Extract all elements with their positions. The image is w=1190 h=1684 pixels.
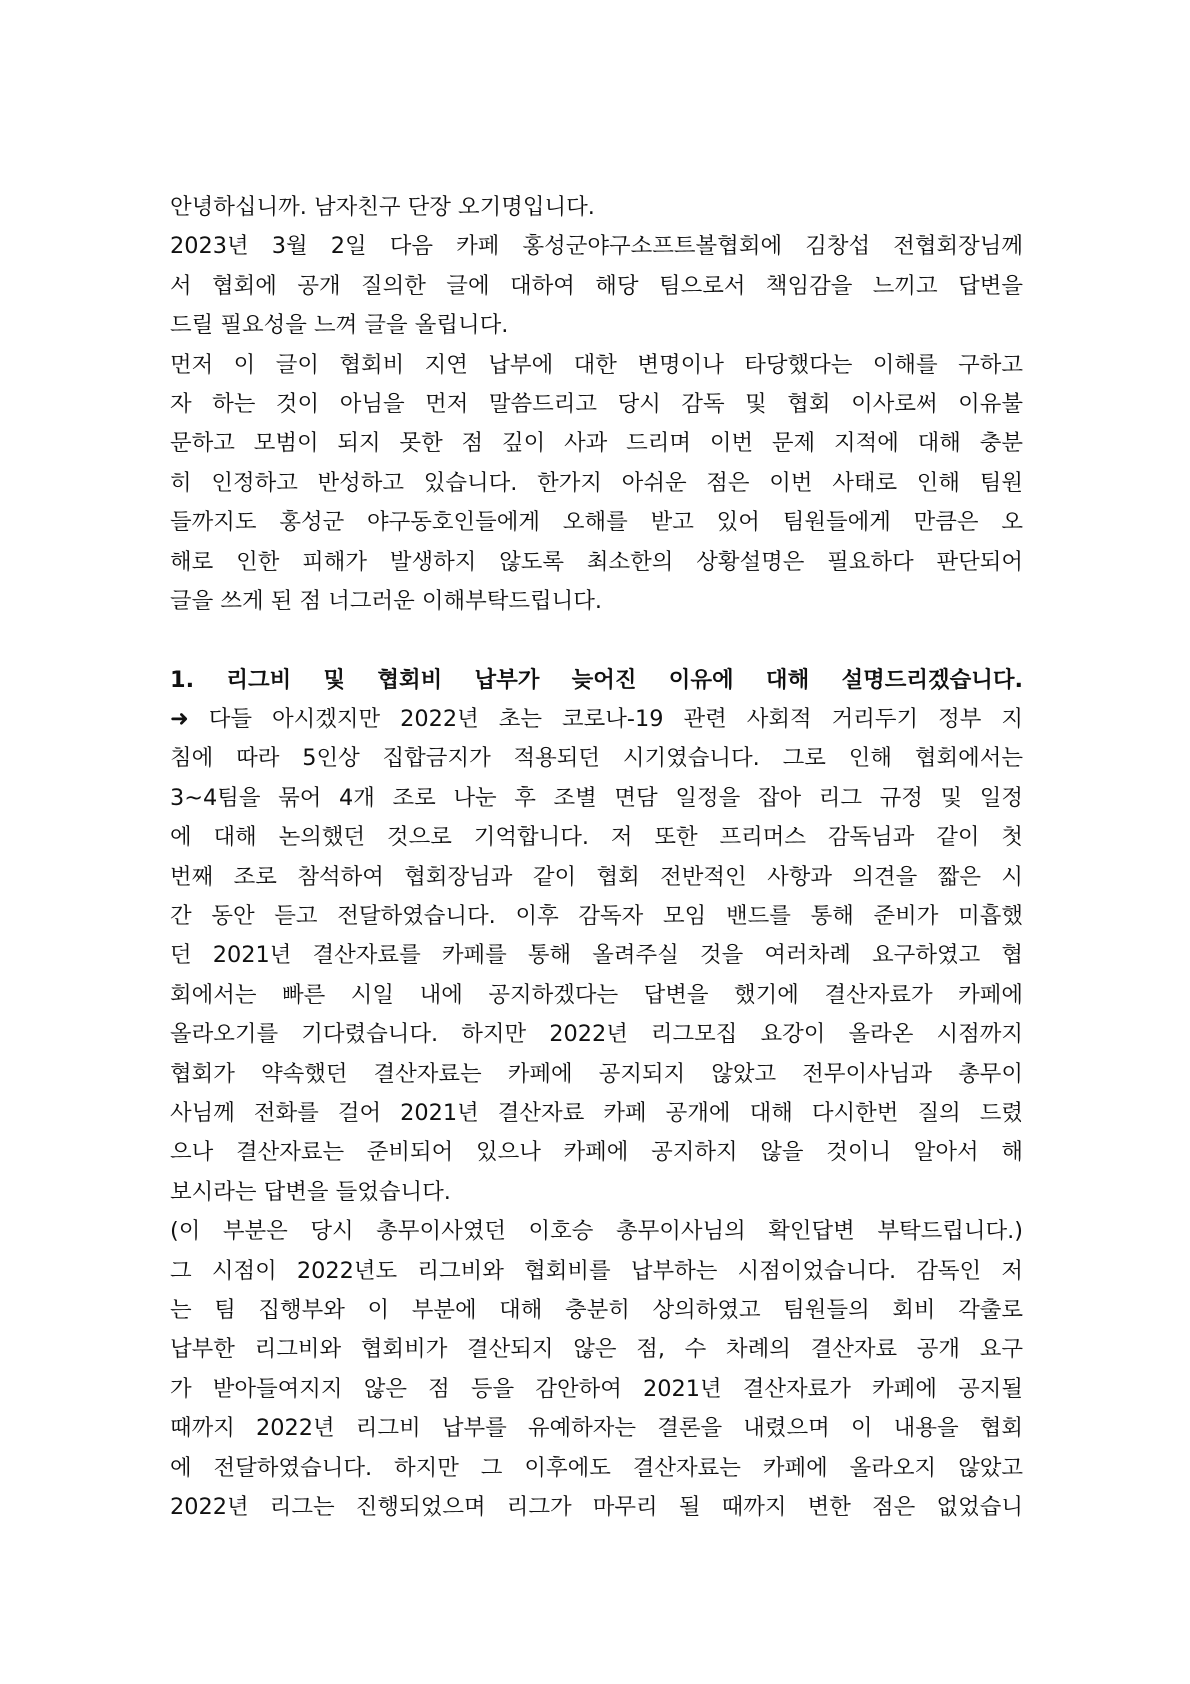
document-body <box>170 188 1023 1527</box>
section-heading: 1. 리그비 및 협회비 납부가 늦어진 이유에 대해 설명드리겠습니다. <box>170 666 1023 693</box>
intro-paragraph <box>170 188 1023 621</box>
text-line: 2022년 리그는 진행되었으며 리그가 마무리 될 때까지 변한 점은 없었습니 <box>170 1493 1023 1520</box>
text-line: 들까지도 홍성군 야구동호인들에게 오해를 받고 있어 팀원들에게 만큼은 오 <box>170 509 1023 536</box>
text-line: 그 시점이 2022년도 리그비와 협회비를 납부하는 시점이었습니다. 감독인 저 <box>170 1257 1023 1284</box>
text-line: 침에 따라 5인상 집합금지가 적용되던 시기였습니다. 그로 인해 협회에서는 <box>170 745 1023 772</box>
text-line: 2023년 3월 2일 다음 카페 홍성군야구소프트볼협회에 김창섭 전협회장님께 <box>170 233 1023 260</box>
text-line: 글을 쓰게 된 점 너그러운 이해부탁드립니다. <box>170 587 603 614</box>
text-line: 가 받아들여지지 않은 점 등을 감안하여 2021년 결산자료가 카페에 공지될 <box>170 1375 1023 1402</box>
text-line: 던 2021년 결산자료를 카페를 통해 올려주실 것을 여러차례 요구하였고 협 <box>170 942 1023 969</box>
text-line: 안녕하십니까. 남자친구 단장 오기명입니다. <box>170 194 595 220</box>
section-1 <box>170 661 1023 1528</box>
text-line: 문하고 모범이 되지 못한 점 깊이 사과 드리며 이번 문제 지적에 대해 충분 <box>170 430 1023 457</box>
text-line: 드릴 필요성을 느껴 글을 올립니다. <box>170 312 509 339</box>
text-line: 때까지 2022년 리그비 납부를 유예하자는 결론을 내렸으며 이 내용을 협회 <box>170 1415 1023 1442</box>
text-line: 보시라는 답변을 들었습니다. <box>170 1178 451 1205</box>
text-line: 간 동안 듣고 전달하였습니다. 이후 감독자 모임 밴드를 통해 준비가 미흡했 <box>170 903 1023 930</box>
text-line: 3~4팀을 묶어 4개 조로 나눈 후 조별 면담 일정을 잡아 리그 규정 및 일정 <box>170 784 1023 811</box>
text-line: 으나 결산자료는 준비되어 있으나 카페에 공지하지 않을 것이니 알아서 해 <box>170 1139 1023 1166</box>
text-line: (이 부분은 당시 총무이사였던 이호승 총무이사님의 확인답변 부탁드립니다.) <box>170 1218 1023 1245</box>
text-line: 자 하는 것이 아님을 먼저 말씀드리고 당시 감독 및 협회 이사로써 이유불 <box>170 390 1023 417</box>
paragraph-gap <box>170 621 1023 660</box>
text-line: 번째 조로 참석하여 협회장님과 같이 협회 전반적인 사항과 의견을 짧은 시 <box>170 863 1023 890</box>
text-line: 협회가 약속했던 결산자료는 카페에 공지되지 않았고 전무이사님과 총무이 <box>170 1060 1023 1087</box>
text-line: ➜ 다들 아시겠지만 2022년 초는 코로나-19 관련 사회적 거리두기 정부 지 <box>170 706 1023 733</box>
text-line: 회에서는 빠른 시일 내에 공지하겠다는 답변을 했기에 결산자료가 카페에 <box>170 981 1023 1008</box>
text-line: 먼저 이 글이 협회비 지연 납부에 대한 변명이나 타당했다는 이해를 구하고 <box>170 351 1023 378</box>
text-line: 납부한 리그비와 협회비가 결산되지 않은 점, 수 차례의 결산자료 공개 요구 <box>170 1336 1023 1363</box>
text-line: 는 팀 집행부와 이 부분에 대해 충분히 상의하였고 팀원들의 회비 각출로 <box>170 1296 1023 1323</box>
text-line: 히 인정하고 반성하고 있습니다. 한가지 아쉬운 점은 이번 사태로 인해 팀원 <box>170 469 1023 496</box>
text-line: 에 전달하였습니다. 하지만 그 이후에도 결산자료는 카페에 올라오지 않았고 <box>170 1454 1023 1481</box>
text-line: 해로 인한 피해가 발생하지 않도록 최소한의 상황설명은 필요하다 판단되어 <box>170 548 1023 575</box>
text-line: 사님께 전화를 걸어 2021년 결산자료 카페 공개에 대해 다시한번 질의 드렸 <box>170 1099 1023 1126</box>
text-line: 에 대해 논의했던 것으로 기억합니다. 저 또한 프리머스 감독님과 같이 첫 <box>170 824 1023 851</box>
text-line: 서 협회에 공개 질의한 글에 대하여 해당 팀으로서 책임감을 느끼고 답변을 <box>170 272 1023 299</box>
text-line: 올라오기를 기다렸습니다. 하지만 2022년 리그모집 요강이 올라온 시점까지 <box>170 1021 1023 1048</box>
